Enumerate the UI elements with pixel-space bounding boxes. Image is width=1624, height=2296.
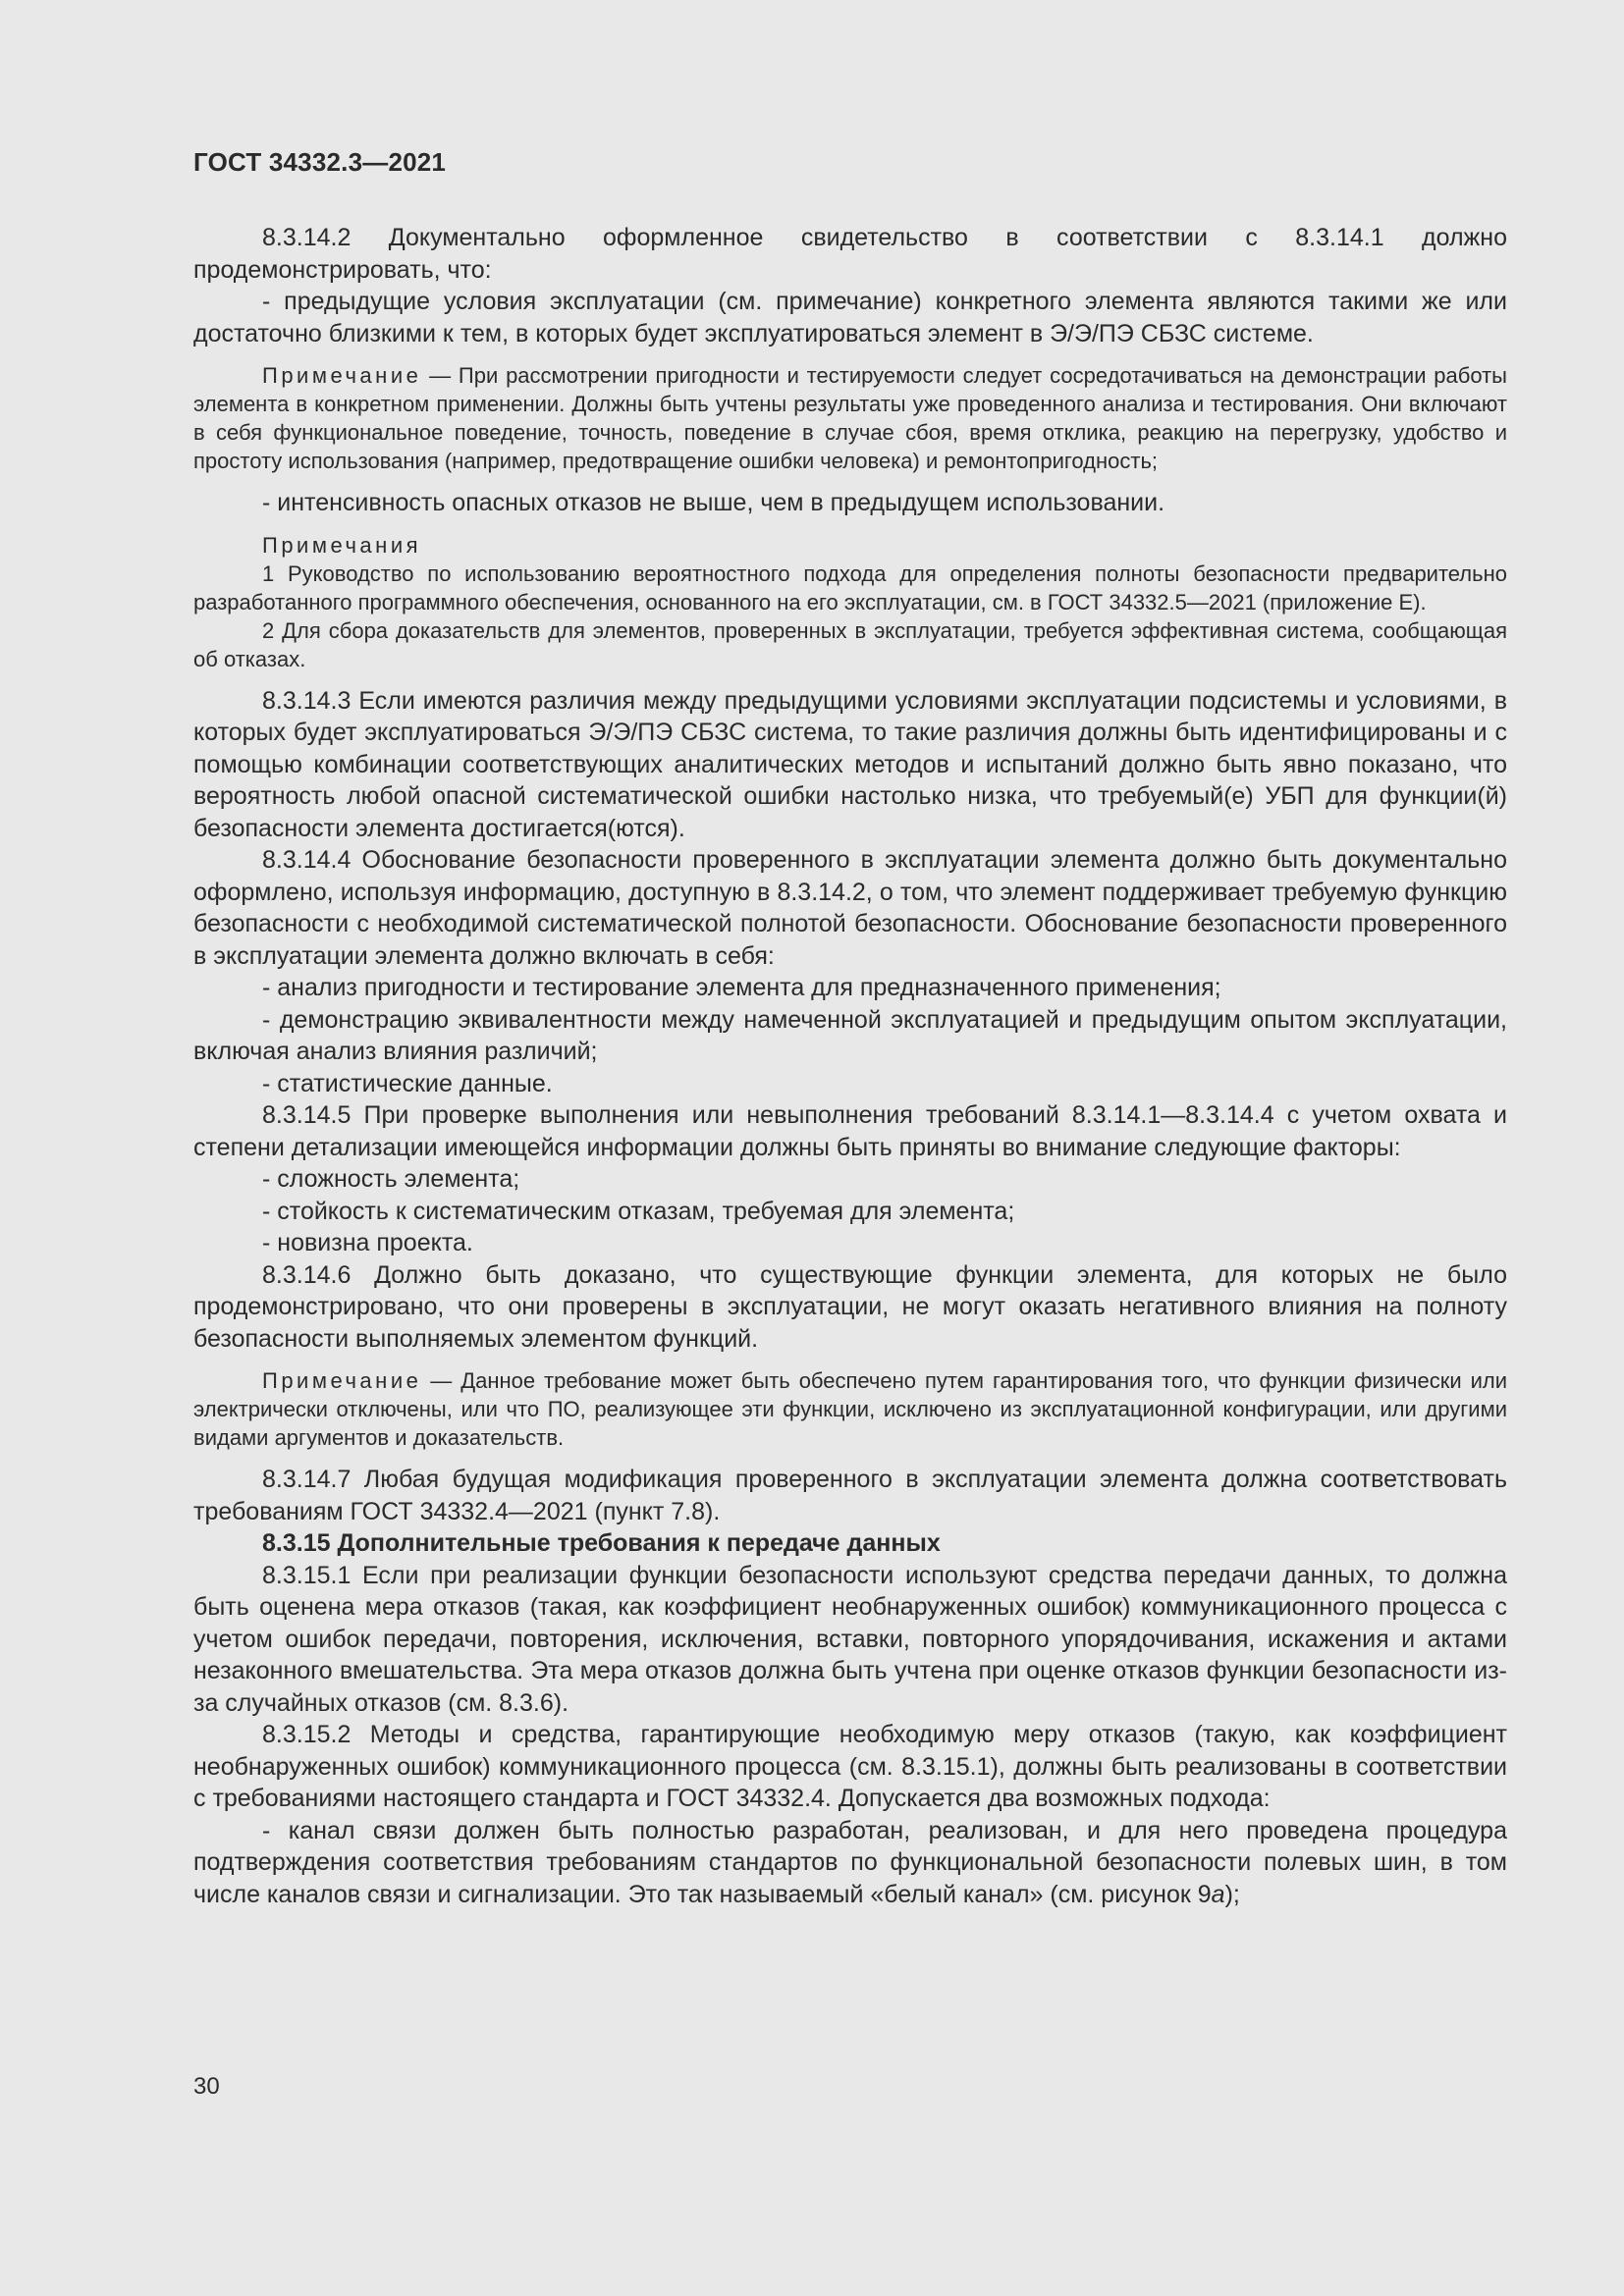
white-channel-text: - канал связи должен быть полностью разработан, реализован, и для него проведена процедура подтверждения соответствия требованиям стандартов по функциональной безопасности полевых шин, в том числе каналов связи и сигнализации. Это так называемый «белый канал» (см. рисунок 9	[193, 1816, 1507, 1908]
note-text: — Данное требование может быть обеспечено путем гарантирования того, что функции физически или электрически отключены, или что ПО, реализующее эти функции, исключено из эксплуатационной конфигурации, или другими видами аргументов и доказательств.	[193, 1368, 1507, 1450]
list-item-novelty: - новизна проекта.	[262, 1229, 473, 1256]
paragraph-8-3-14-3: 8.3.14.3 Если имеются различия между предыдущими условиями эксплуатации подсистемы и условиями, в которых будет эксплуатироваться Э/Э/ПЭ СБЗС система, то такие различия должны быть идентифицированы и с помощью комбинации соответствующих аналитических методов и испытаний должно быть явно показано, что вероятность любой опасной систематической ошибки настолько низка, что требуемый(е) УБП для функции(й) безопасности элемента достигается(ются).	[193, 686, 1507, 842]
list-item-white-channel	[193, 1815, 1507, 1911]
list-item-complexity: - сложность элемента;	[262, 1165, 520, 1193]
note-requirement	[193, 1366, 1507, 1452]
paragraph-8-3-14-4: 8.3.14.4 Обоснование безопасности проверенного в эксплуатации элемента должно быть документально оформлено, используя информацию, доступную в 8.3.14.2, о том, что элемент поддерживает требуемую функцию безопасности с необходимой систематической полнотой безопасности. Обоснование безопасности проверенного в эксплуатации элемента должно включать в себя:	[193, 846, 1507, 970]
note-suitability	[193, 361, 1507, 475]
list-item-analysis: - анализ пригодности и тестирование элемента для предназначенного применения;	[262, 974, 1221, 1001]
note-item-1: 1 Руководство по использованию вероятностного подхода для определения полноты безопасности предварительно разработанного программного обеспечения, основанного на его эксплуатации, см. в ГОСТ 34332.5—2021 (приложение Е).	[193, 561, 1507, 614]
note-label: Примечание	[262, 363, 422, 388]
section-heading-8-3-15: 8.3.15 Дополнительные требования к передаче данных	[262, 1529, 941, 1557]
paragraph-8-3-14-5: 8.3.14.5 При проверке выполнения или невыполнения требований 8.3.14.1—8.3.14.4 с учетом охвата и степени детализации имеющейся информации должны быть приняты во внимание следующие факторы:	[193, 1101, 1507, 1161]
paragraph-8-3-14-6: 8.3.14.6 Должно быть доказано, что существующие функции элемента, для которых не было продемонстрировано, что они проверены в эксплуатации, не могут оказать негативного влияния на полноту безопасности выполняемых элементом функций.	[193, 1260, 1507, 1353]
list-item-equivalence: - демонстрацию эквивалентности между намеченной эксплуатацией и предыдущим опытом эксплуатации, включая анализ влияния различий;	[193, 1005, 1507, 1065]
page-body	[193, 222, 1507, 1910]
notes-heading	[193, 531, 1507, 560]
note-text: — При рассмотрении пригодности и тестируемости следует сосредотачиваться на демонстрации работы элемента в конкретном применении. Должны быть учтены результаты уже проведенного анализа и тестирования. Они включают в себя функциональное поведение, точность, поведение в случае сбоя, время отклика, реакцию на перегрузку, удобство и простоту использования (например, предотвращение ошибки человека) и ремонтопригодность;	[193, 363, 1507, 473]
white-channel-end: );	[1224, 1880, 1240, 1908]
notes-label: Примечания	[262, 532, 422, 558]
paragraph-8-3-14-7: 8.3.14.7 Любая будущая модификация проверенного в эксплуатации элемента должна соответствовать требованиям ГОСТ 34332.4—2021 (пункт 7.8).	[193, 1466, 1507, 1525]
paragraph-8-3-15-2: 8.3.15.2 Методы и средства, гарантирующие необходимую меру отказов (такую, как коэффициент необнаруженных ошибок) коммуникационного процесса (см. 8.3.15.1), должны быть реализованы в соответствии с требованиями настоящего стандарта и ГОСТ 34332.4. Допускается два возможных подхода:	[193, 1721, 1507, 1812]
list-item-failure-rate: - интенсивность опасных отказов не выше, чем в предыдущем использовании.	[262, 489, 1165, 516]
paragraph-8-3-14-2: 8.3.14.2 Документально оформленное свидетельство в соответствии с 8.3.14.1 должно продемонстрировать, что:	[193, 224, 1507, 284]
note-item-2: 2 Для сбора доказательств для элементов, проверенных в эксплуатации, требуется эффективная система, сообщающая об отказах.	[193, 617, 1507, 671]
list-item-statistics: - статистические данные.	[262, 1069, 553, 1097]
paragraph-8-3-15-1: 8.3.15.1 Если при реализации функции безопасности используют средства передачи данных, то должна быть оценена мера отказов (такая, как коэффициент необнаруженных ошибок) коммуникационного процесса с учетом ошибок передачи, повторения, исключения, вставки, повторного упорядочивания, искажения и актами незаконного вмешательства. Эта мера отказов должна быть учтена при оценке отказов функции безопасности из-за случайных отказов (см. 8.3.6).	[193, 1561, 1507, 1717]
document-header: ГОСТ 34332.3—2021	[193, 147, 447, 177]
list-item-prior-conditions: - предыдущие условия эксплуатации (см. примечание) конкретного элемента являются такими же или достаточно близкими к тем, в которых будет эксплуатироваться элемент в Э/Э/ПЭ СБЗС системе.	[193, 288, 1507, 347]
note-label: Примечание	[262, 1368, 422, 1393]
figure-suffix: а	[1211, 1880, 1225, 1908]
list-item-robustness: - стойкость к систематическим отказам, требуемая для элемента;	[262, 1197, 1015, 1225]
page-number: 30	[193, 2073, 220, 2100]
